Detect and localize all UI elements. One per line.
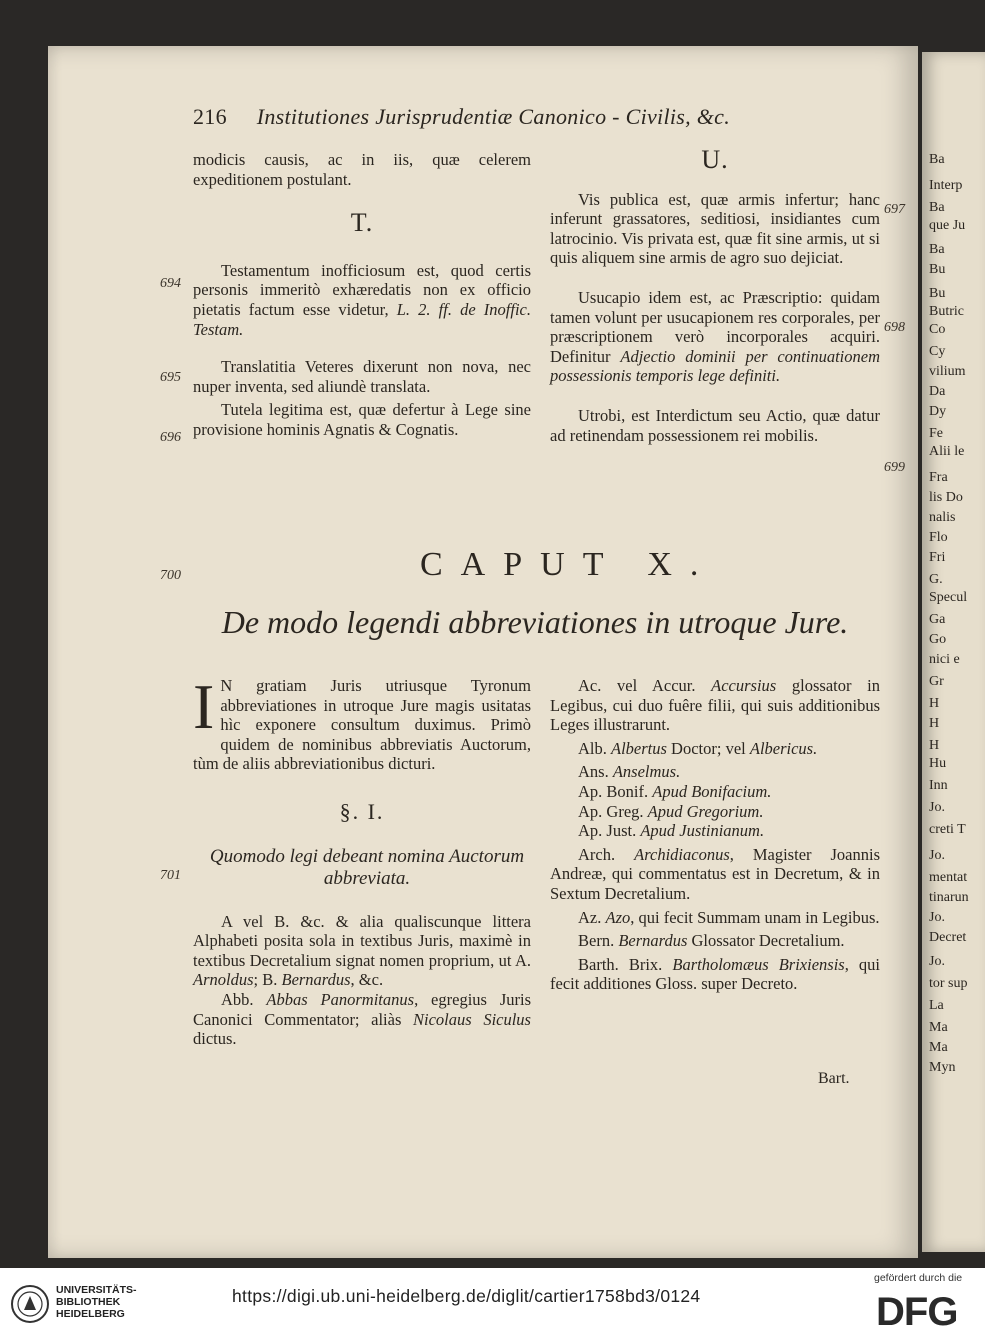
intro-text: modicis causis, ac in iis, quæ celerem expeditionem postulant. [193, 150, 531, 189]
entry-695: Translatitia Veteres dixerunt non nova, nec nuper inventa, sed aliundè translata. [193, 357, 531, 396]
facing-page-fragment: H [929, 716, 940, 731]
facing-page-fragment: Specul [929, 590, 968, 605]
facing-page-fragment: Bu [929, 286, 946, 301]
funding-note: gefördert durch die [874, 1272, 963, 1284]
running-head [193, 104, 730, 130]
facing-page-fragment: Jo. [929, 800, 945, 815]
facing-page-fragment: Da [929, 384, 946, 399]
abbr-entry: Bern. Bernardus Glossator Decretalium. [578, 931, 845, 951]
university-seal-icon [10, 1284, 50, 1324]
entry-699: Utrobi, est Interdictum seu Actio, quæ datur ad retinendam possessionem rei mobilis. [550, 405, 880, 445]
facing-page-fragment: tinarun [929, 890, 969, 905]
letter-heading-t: T. [350, 208, 374, 238]
dfg-logo: DFG [876, 1290, 958, 1334]
right-column-top [550, 145, 881, 445]
abbr-entry: Arch. Archidiaconus, Magister Joannis Andreæ, qui commentatus est in Decretum, & in Sextum Decretalium. [550, 844, 881, 903]
entry-696: Tutela legitima est, quæ defertur à Lege sine provisione hominis Agnatis & Cognatis. [193, 400, 531, 439]
facing-page-fragment: que Ju [929, 218, 966, 233]
facing-page-fragment: Go [929, 632, 947, 647]
margin-number-698: 698 [884, 320, 905, 335]
facing-page-fragment: mentat [929, 870, 968, 885]
margin-number-694: 694 [160, 276, 181, 291]
facing-page-fragment: Interp [929, 178, 963, 193]
catchword: Bart. [818, 1070, 850, 1087]
right-column-bottom [550, 676, 880, 998]
facing-page-fragment: Ga [929, 612, 946, 627]
facing-page-fragment: Dy [929, 404, 947, 419]
facing-page-fragment: nici e [929, 652, 960, 667]
abbr-entry: Ap. Greg. Apud Gregorium. [578, 801, 764, 821]
facing-page-fragment: Butric [929, 304, 964, 319]
facing-page-fragment: Decret [929, 930, 967, 945]
facing-page-fragment: Jo. [929, 910, 945, 925]
facing-page-fragment: Cy [929, 344, 946, 359]
facing-page-fragment: Bu [929, 262, 946, 277]
chapter-heading: CAPUT X. [420, 546, 717, 583]
abbr-entry: Alb. Albertus Doctor; vel Albericus. [578, 738, 818, 758]
facing-page-fragment: Ma [929, 1020, 948, 1035]
facing-page-fragment: Fe [929, 426, 943, 441]
letter-heading-u: U. [701, 145, 729, 174]
facing-page-fragment: H [929, 738, 940, 753]
left-column-top [193, 150, 531, 440]
entry-694: Testamentum inofficiosum est, quod certis personis immeritò exhæredatis non ex officio pietatis factum esse videtur, L. 2. ff. de Inoffic. Testam. [193, 260, 532, 339]
facing-page-fragment: Ba [929, 152, 945, 167]
paragraph-abbas: Abb. Abbas Panormitanus, egregius Juris Canonici Commentator; aliàs Nicolaus Siculus dictus. [193, 989, 531, 1049]
margin-number-701: 701 [160, 868, 181, 883]
entry-698: Usucapio idem est, ac Præscriptio: quidam tamen volunt per usucapionem res corporales, per præscriptionem verò incorporales acquiri. Definitur Adjectio dominii per continuationem possessionis temporis lege definiti. [550, 287, 881, 386]
facing-page-fragment: Jo. [929, 954, 945, 969]
page-number: 216 [193, 104, 227, 129]
facing-page-fragment: La [929, 998, 944, 1013]
margin-number-699: 699 [884, 460, 905, 475]
library-name: UNIVERSITÄTS- BIBLIOTHEK HEIDELBERG [56, 1284, 137, 1320]
entry-697: Vis publica est, quæ armis infertur; hanc inferunt grassatores, seditiosi, insidiantes cum latrocinio. Vis privata est, quæ fit sine armis, ut si quis aliquem sine armis de agro suo dejiciat. [550, 189, 880, 268]
section-title: Quomodo legi debeant nomina Auctorum abbreviata. [209, 845, 525, 889]
facing-page-fragment: Ba [929, 242, 945, 257]
abbr-entry: Ans. Anselmus. [578, 762, 681, 782]
facing-page-fragment: tor sup [929, 976, 968, 991]
facing-page-fragment: Myn [929, 1060, 956, 1075]
facing-page-fragment: G. [929, 572, 943, 587]
abbr-entry: Az. Azo, qui fecit Summam unam in Legibus. [578, 907, 880, 927]
chapter-title: De modo legendi abbreviationes in utroque Jure. [221, 604, 849, 640]
facing-page-fragment: Alii le [929, 444, 965, 459]
permalink-url[interactable]: https://digi.ub.uni-heidelberg.de/diglit/cartier1758bd3/0124 [232, 1286, 701, 1306]
facing-page-fragment: Hu [929, 756, 947, 771]
facing-page-fragment: H [929, 696, 940, 711]
facing-page-fragment: nalis [929, 510, 956, 525]
paragraph-letters: A vel B. &c. & alia qualiscunque littera Alphabeti posita sola in textibus Juris, maximè in textibus Decretalium signat nomen proprium, ut A. Arnoldus; B. Bernardus, &c. [193, 911, 531, 990]
facing-page-fragment: lis Do [929, 490, 963, 505]
abbr-entry: Ap. Just. Apud Justinianum. [578, 821, 765, 841]
margin-number-697: 697 [884, 202, 905, 217]
chapter-intro: I N gratiam Juris utriusque Tyronum abbreviationes in utroque Jure magis usitatas hìc exponere consultum duximus. Primò quidem de nominibus abbreviatis Auctorum, tùm de aliis abbreviationibus dicturi. [193, 671, 531, 774]
facing-page-fragment: Flo [929, 530, 948, 545]
margin-number-695: 695 [160, 370, 181, 385]
viewer-footer [0, 1268, 985, 1340]
facing-page-fragment: Jo. [929, 848, 945, 863]
abbr-entry: Ac. vel Accur. Accursius glossator in Legibus, cui duo fuêre filii, qui suis additionibus Leges illustrarunt. [550, 676, 880, 735]
running-title: Institutiones Jurisprudentiæ Canonico - Civilis, &c. [256, 104, 731, 129]
drop-cap: I [193, 671, 215, 742]
facing-page-fragment: Ma [929, 1040, 948, 1055]
margin-number-696: 696 [160, 430, 181, 445]
facing-page-fragment: Fra [929, 470, 948, 485]
facing-page-fragment: Ba [929, 200, 945, 215]
facing-page-fragment: vilium [929, 364, 966, 379]
margin-number-700: 700 [160, 568, 181, 583]
facing-page-fragment: Co [929, 322, 946, 337]
left-column-bottom [193, 671, 531, 1049]
facing-page-fragment: Fri [929, 550, 946, 565]
abbr-entry: Barth. Brix. Bartholomæus Brixiensis, qui fecit additiones Gloss. super Decreto. [550, 954, 880, 994]
facing-page-fragment: Gr [929, 674, 944, 689]
section-heading: §. I. [339, 798, 385, 824]
abbr-entry: Ap. Bonif. Apud Bonifacium. [578, 781, 772, 801]
facing-page-fragment: creti T [929, 822, 966, 837]
facing-page-fragment: Inn [929, 778, 948, 793]
